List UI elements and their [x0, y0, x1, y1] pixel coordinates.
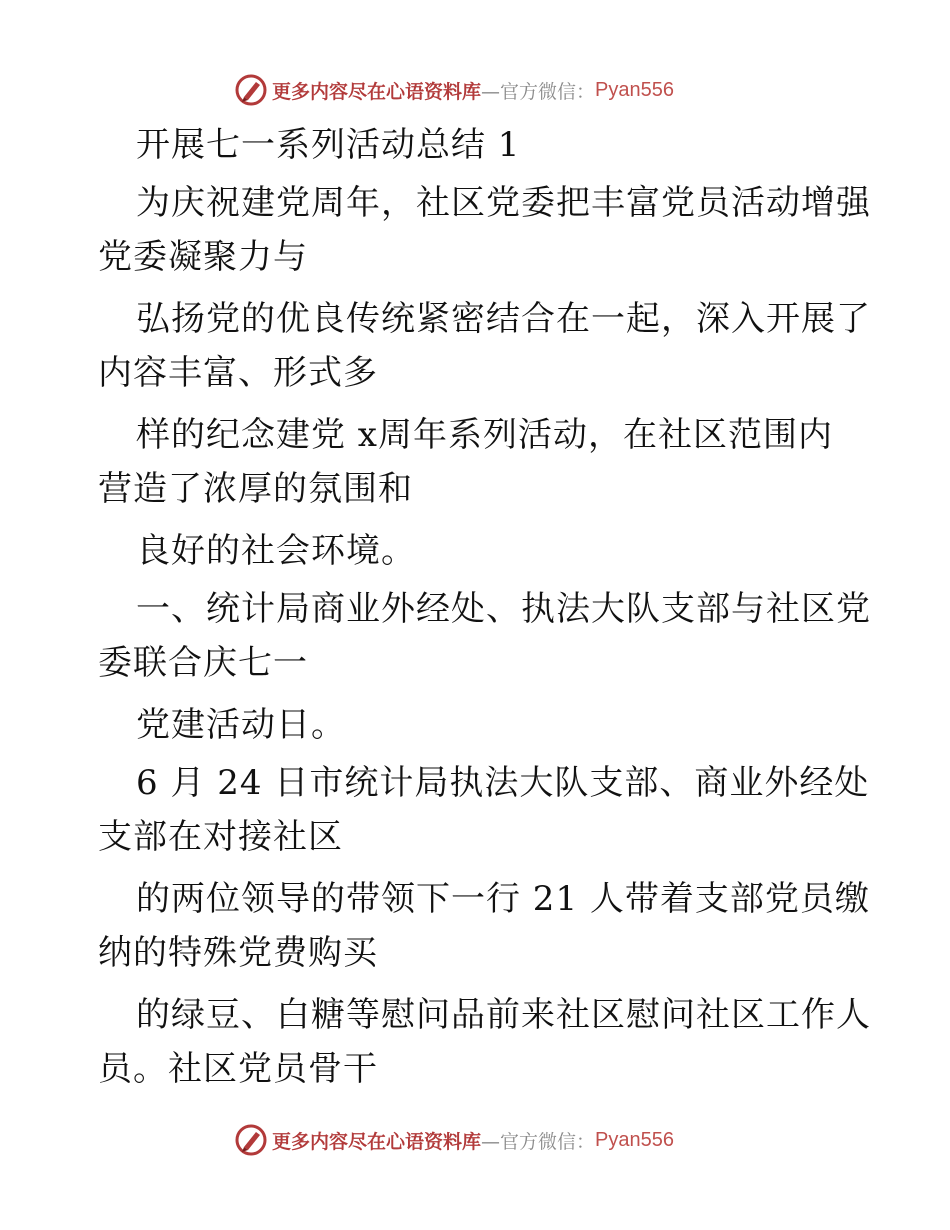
body-line: 党委凝聚力与 — [98, 237, 308, 277]
pen-logo-icon — [234, 73, 268, 107]
body-line: 一、统计局商业外经处、执法大队支部与社区党 — [136, 589, 871, 629]
footer-banner-title: 更多内容尽在心语资料库 — [272, 1130, 482, 1153]
footer-banner-wechat-id: Pyan556 — [595, 1128, 674, 1151]
pen-logo-icon — [234, 1123, 268, 1157]
body-line: 委联合庆七一 — [98, 643, 308, 683]
body-line: 支部在对接社区 — [98, 817, 343, 857]
header-banner-title: 更多内容尽在心语资料库 — [272, 80, 482, 103]
body-line: 6 月 24 日市统计局执法大队支部、商业外经处 — [136, 763, 870, 803]
body-line: 的绿豆、白糖等慰问品前来社区慰问社区工作人 — [136, 995, 871, 1035]
header-banner-wechat-label: —官方微信： — [481, 80, 596, 103]
header-banner-wechat-id: Pyan556 — [595, 78, 674, 101]
header-banner — [234, 70, 674, 110]
body-line: 为庆祝建党周年，社区党委把丰富党员活动增强 — [136, 183, 871, 223]
body-line: 党建活动日。 — [136, 705, 346, 745]
body-line: 员。社区党员骨干 — [98, 1049, 378, 1089]
body-line: 开展七一系列活动总结 1 — [136, 125, 521, 165]
body-line: 良好的社会环境。 — [136, 531, 416, 571]
body-line: 弘扬党的优良传统紧密结合在一起，深入开展了 — [136, 299, 871, 339]
body-line: 的两位领导的带领下一行 21 人带着支部党员缴 — [136, 879, 870, 919]
footer-banner-wechat-label: —官方微信： — [481, 1130, 596, 1153]
body-line: 纳的特殊党费购买 — [98, 933, 378, 973]
body-line: 样的纪念建党 x周年系列活动，在社区范围内 — [136, 415, 833, 455]
body-line: 内容丰富、形式多 — [98, 353, 378, 393]
footer-banner — [234, 1120, 674, 1160]
body-line: 营造了浓厚的氛围和 — [98, 469, 413, 509]
